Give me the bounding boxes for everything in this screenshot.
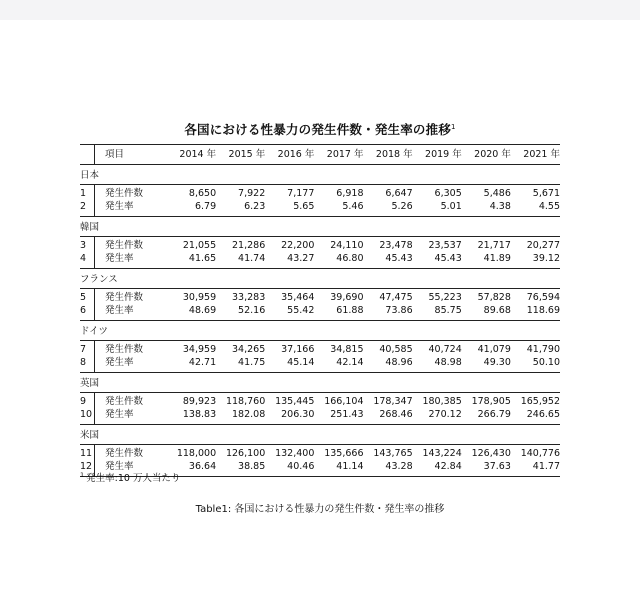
row-label: 発生件数 xyxy=(95,445,168,461)
table-cell: 138.83 xyxy=(167,409,216,425)
country-label: 日本 xyxy=(80,165,560,185)
table-cell: 34,959 xyxy=(182,344,217,356)
table-cell: 251.43 xyxy=(314,409,363,425)
header-year: 2021 年 xyxy=(511,145,560,165)
country-row xyxy=(80,425,560,445)
country-row xyxy=(80,165,560,185)
table-cell: 41.14 xyxy=(314,461,363,477)
table-cell: 143,224 xyxy=(422,448,462,460)
table-cell: 126,100 xyxy=(225,448,266,460)
row-label: 発生率 xyxy=(95,461,168,477)
table-cell: 20,277 xyxy=(526,240,560,252)
table-cell: 37.63 xyxy=(462,461,511,477)
table-cell: 55,223 xyxy=(428,292,462,304)
table-cell: 23,537 xyxy=(428,240,462,252)
table-row xyxy=(80,289,560,305)
table-row xyxy=(80,201,560,217)
row-index: 8 xyxy=(80,357,95,373)
table-cell: 41.74 xyxy=(216,253,265,269)
table-cell: 182.08 xyxy=(216,409,265,425)
country-row xyxy=(80,269,560,289)
footnote-mark: 1 xyxy=(80,470,85,479)
table-cell: 23,478 xyxy=(379,240,413,252)
table-row xyxy=(80,185,560,201)
table-cell: 41,790 xyxy=(526,344,560,356)
table-cell: 57,828 xyxy=(477,292,511,304)
table-cell: 30,959 xyxy=(182,292,217,304)
header-year: 2014 年 xyxy=(167,145,216,165)
row-label: 発生件数 xyxy=(95,237,168,253)
row-index: 9 xyxy=(80,396,87,408)
table-cell: 48.96 xyxy=(364,357,413,373)
table-cell: 206.30 xyxy=(265,409,314,425)
country-label: ドイツ xyxy=(80,321,560,341)
table-cell: 45.14 xyxy=(265,357,314,373)
table-body xyxy=(80,165,560,477)
table-cell: 41,079 xyxy=(477,344,511,356)
table-cell: 42.71 xyxy=(167,357,216,373)
row-index: 11 xyxy=(80,448,93,460)
header-index xyxy=(80,145,95,165)
row-index: 1 xyxy=(80,188,87,200)
table-cell: 246.65 xyxy=(511,409,560,425)
row-label: 発生率 xyxy=(95,409,168,425)
table-cell: 48.98 xyxy=(413,357,462,373)
table-cell: 41.75 xyxy=(216,357,265,373)
table-cell: 21,055 xyxy=(182,240,217,252)
table-cell: 180,385 xyxy=(422,396,462,408)
table-row xyxy=(80,305,560,321)
table-cell: 55.42 xyxy=(265,305,314,321)
table-cell: 118.69 xyxy=(511,305,560,321)
country-label: 韓国 xyxy=(80,217,560,237)
country-label: フランス xyxy=(80,269,560,289)
header-year: 2019 年 xyxy=(413,145,462,165)
table-cell: 166,104 xyxy=(324,396,364,408)
row-index: 12 xyxy=(80,461,95,477)
table-cell: 34,265 xyxy=(232,344,266,356)
table-cell: 43.28 xyxy=(364,461,413,477)
row-index: 6 xyxy=(80,305,95,321)
table-cell: 41.77 xyxy=(511,461,560,477)
table-title-text: 各国における性暴力の発生件数・発生率の推移 xyxy=(184,122,452,137)
table-row xyxy=(80,393,560,409)
table-cell: 49.30 xyxy=(462,357,511,373)
table-cell: 5.46 xyxy=(314,201,363,217)
country-label: 英国 xyxy=(80,373,560,393)
table-cell: 7,922 xyxy=(238,188,266,200)
table-cell: 6,647 xyxy=(385,188,413,200)
header-row xyxy=(80,145,560,165)
row-label: 発生率 xyxy=(95,305,168,321)
row-label: 発生件数 xyxy=(95,185,168,201)
table-cell: 41.65 xyxy=(167,253,216,269)
table-cell: 89.68 xyxy=(462,305,511,321)
table-cell: 266.79 xyxy=(462,409,511,425)
table-cell: 37,166 xyxy=(281,344,315,356)
table-cell: 21,286 xyxy=(232,240,266,252)
table-cell: 268.46 xyxy=(364,409,413,425)
table-cell: 22,200 xyxy=(281,240,315,252)
table-cell: 5.01 xyxy=(413,201,462,217)
table-cell: 47,475 xyxy=(379,292,413,304)
table-cell: 178,905 xyxy=(471,396,511,408)
row-label: 発生件数 xyxy=(95,393,168,409)
table-row xyxy=(80,341,560,357)
table-cell: 8,650 xyxy=(188,188,217,200)
table-cell: 42.14 xyxy=(314,357,363,373)
table-cell: 5.65 xyxy=(265,201,314,217)
table-row xyxy=(80,357,560,373)
table-cell: 270.12 xyxy=(413,409,462,425)
table-cell: 35,464 xyxy=(281,292,315,304)
row-index: 10 xyxy=(80,409,95,425)
table-cell: 52.16 xyxy=(216,305,265,321)
table-cell: 132,400 xyxy=(275,448,315,460)
table-cell: 6,305 xyxy=(434,188,462,200)
table-cell: 73.86 xyxy=(364,305,413,321)
table-row xyxy=(80,445,560,461)
table-cell: 85.75 xyxy=(413,305,462,321)
country-row xyxy=(80,217,560,237)
table-cell: 39.12 xyxy=(511,253,560,269)
footnote xyxy=(80,470,180,484)
table-caption: Table1: 各国における性暴力の発生件数・発生率の推移 xyxy=(195,504,445,515)
table-cell: 118,760 xyxy=(225,396,266,408)
table-cell: 4.38 xyxy=(462,201,511,217)
row-index: 2 xyxy=(80,201,95,217)
table-cell: 135,445 xyxy=(275,396,315,408)
table-cell: 34,815 xyxy=(330,344,364,356)
table-cell: 24,110 xyxy=(330,240,364,252)
title-footnote-mark: 1 xyxy=(451,122,456,131)
table-cell: 118,000 xyxy=(176,448,217,460)
row-index: 7 xyxy=(80,344,87,356)
table-cell: 5,486 xyxy=(483,188,511,200)
country-row xyxy=(80,321,560,341)
table-cell: 38.85 xyxy=(216,461,265,477)
table-cell: 40,724 xyxy=(428,344,462,356)
row-index: 5 xyxy=(80,292,87,304)
header-year: 2016 年 xyxy=(265,145,314,165)
table-cell: 50.10 xyxy=(511,357,560,373)
footnote-text: 発生率:10 万人当たり xyxy=(86,473,181,484)
table-cell: 135,666 xyxy=(324,448,364,460)
country-label: 米国 xyxy=(80,425,560,445)
table-cell: 48.69 xyxy=(167,305,216,321)
table-title xyxy=(0,120,640,138)
table-cell: 6.79 xyxy=(167,201,216,217)
table-cell: 143,765 xyxy=(373,448,413,460)
table-cell: 45.43 xyxy=(413,253,462,269)
table-row xyxy=(80,237,560,253)
row-index: 3 xyxy=(80,240,87,252)
header-item: 項目 xyxy=(95,145,168,165)
table-cell: 6,918 xyxy=(336,188,364,200)
top-bar xyxy=(0,0,640,20)
row-index: 4 xyxy=(80,253,95,269)
table-cell: 46.80 xyxy=(314,253,363,269)
table-cell: 126,430 xyxy=(471,448,511,460)
table-cell: 40,585 xyxy=(379,344,413,356)
table-cell: 36.64 xyxy=(167,461,216,477)
row-label: 発生率 xyxy=(95,253,168,269)
table-cell: 178,347 xyxy=(373,396,413,408)
table-row xyxy=(80,253,560,269)
table-cell: 61.88 xyxy=(314,305,363,321)
table-cell: 41.89 xyxy=(462,253,511,269)
row-label: 発生率 xyxy=(95,357,168,373)
table-cell: 89,923 xyxy=(182,396,217,408)
table-cell: 33,283 xyxy=(232,292,266,304)
table-cell: 42.84 xyxy=(413,461,462,477)
data-table xyxy=(80,144,560,477)
table-cell: 43.27 xyxy=(265,253,314,269)
table-cell: 6.23 xyxy=(216,201,265,217)
table-cell: 4.55 xyxy=(511,201,560,217)
table-cell: 76,594 xyxy=(526,292,560,304)
row-label: 発生件数 xyxy=(95,341,168,357)
row-label: 発生率 xyxy=(95,201,168,217)
header-year: 2018 年 xyxy=(364,145,413,165)
table-row xyxy=(80,409,560,425)
table-cell: 7,177 xyxy=(287,188,315,200)
header-year: 2017 年 xyxy=(314,145,363,165)
table-cell: 140,776 xyxy=(520,448,560,460)
row-label: 発生件数 xyxy=(95,289,168,305)
table-cell: 5,671 xyxy=(532,188,560,200)
table-cell: 5.26 xyxy=(364,201,413,217)
table-cell: 45.43 xyxy=(364,253,413,269)
table-cell: 21,717 xyxy=(477,240,511,252)
table-cell: 40.46 xyxy=(265,461,314,477)
header-year: 2020 年 xyxy=(462,145,511,165)
table-cell: 39,690 xyxy=(330,292,364,304)
country-row xyxy=(80,373,560,393)
table-cell: 165,952 xyxy=(520,396,560,408)
header-year: 2015 年 xyxy=(216,145,265,165)
